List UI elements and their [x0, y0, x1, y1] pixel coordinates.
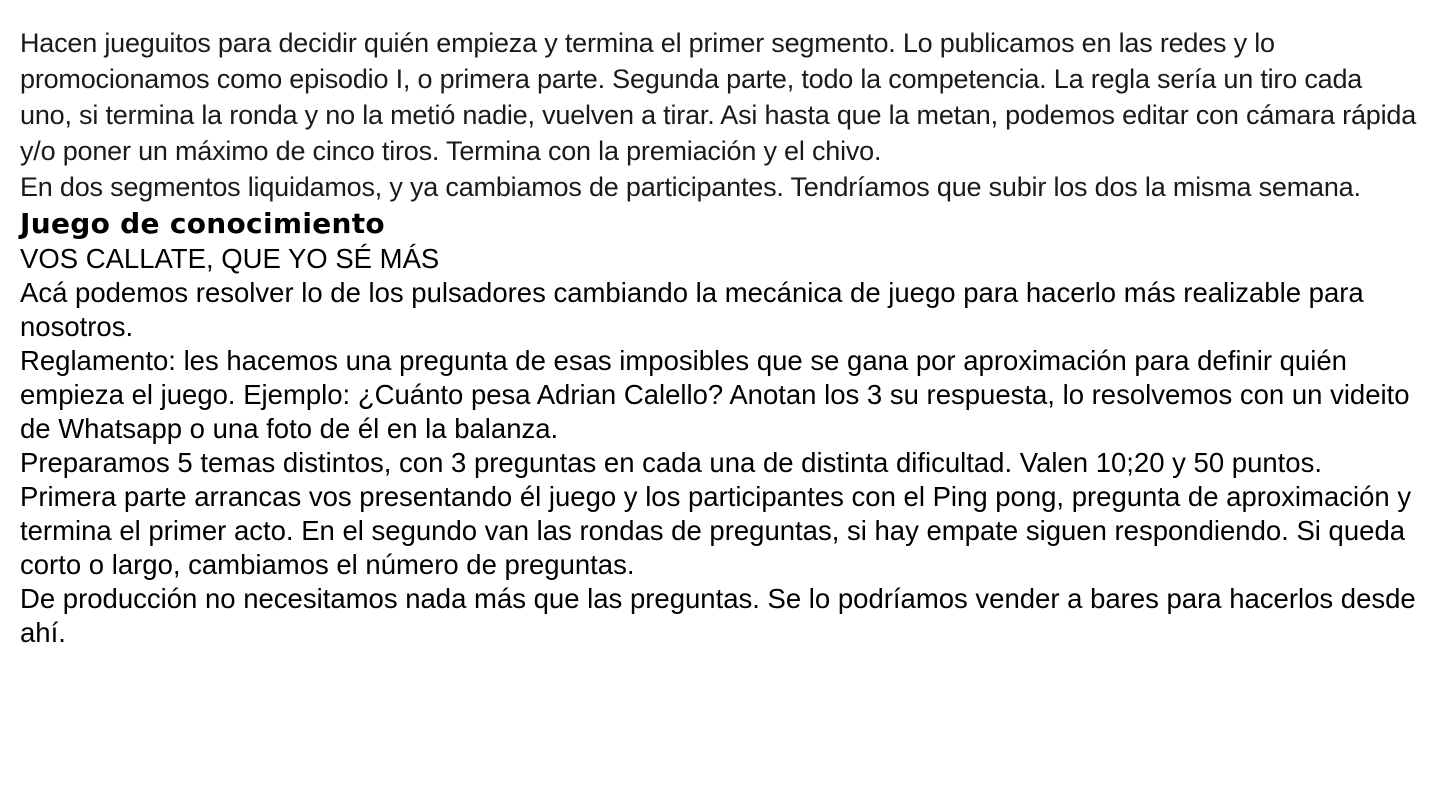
intro-paragraph-2: En dos segmentos liquidamos, y ya cambiamos de participantes. Tendríamos que subir los dos la misma semana.: [20, 172, 1361, 202]
section-paragraph-4: Primera parte arrancas vos presentando él juego y los participantes con el Ping pong, pregunta de aproximación y termina el primer acto. En el segundo van las rondas de preguntas, si hay empate siguen respondiendo. Si queda corto o largo, cambiamos el número de preguntas.: [20, 481, 1412, 580]
section-heading: Juego de conocimiento: [20, 207, 385, 240]
intro-paragraph-1: Hacen jueguitos para decidir quién empieza y termina el primer segmento. Lo publicamos en las redes y lo promocionamos como episodio I, o primera parte. Segunda parte, todo la competencia. La regla sería un tiro cada uno, si termina la ronda y no la metió nadie, vuelven a tirar. Asi hasta que la metan, podemos editar con cámara rápida y/o poner un máximo de cinco tiros. Termina con la premiación y el chivo.: [20, 28, 1417, 166]
section-paragraph-5: De producción no necesitamos nada más que las preguntas. Se lo podríamos vender a bares para hacerlos desde ahí.: [20, 583, 1416, 648]
section-title: VOS CALLATE, QUE YO SÉ MÁS: [20, 243, 440, 274]
document-body: [20, 25, 1420, 650]
section-paragraph-1: Acá podemos resolver lo de los pulsadores cambiando la mecánica de juego para hacerlo más realizable para nosotros.: [20, 277, 1364, 342]
section-paragraph-2: Reglamento: les hacemos una pregunta de esas imposibles que se gana por aproximación para definir quién empieza el juego. Ejemplo: ¿Cuánto pesa Adrian Calello? Anotan los 3 su respuesta, lo resolvemos con un videito de Whatsapp o una foto de él en la balanza.: [20, 345, 1410, 444]
section-paragraph-3: Preparamos 5 temas distintos, con 3 preguntas en cada una de distinta dificultad. Valen 10;20 y 50 puntos.: [20, 447, 1322, 478]
